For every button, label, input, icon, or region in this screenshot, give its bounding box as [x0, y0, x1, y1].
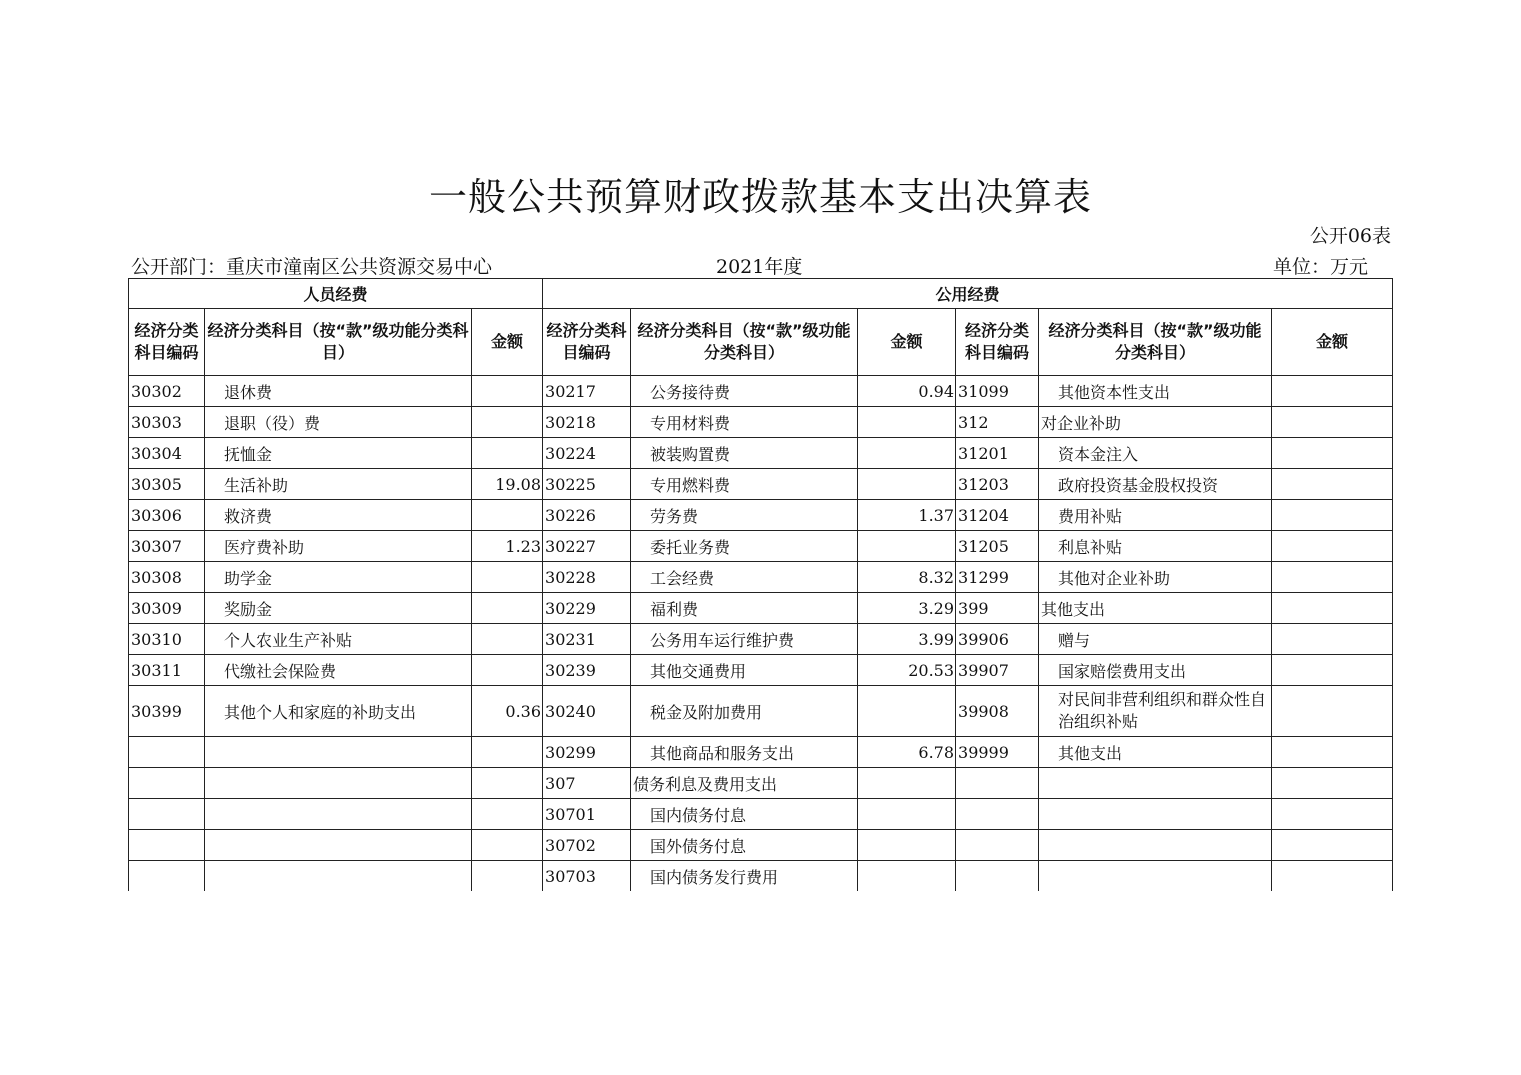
code-cell: 307 — [543, 768, 631, 799]
amount-cell: 3.29 — [858, 593, 956, 624]
code-cell — [956, 830, 1039, 861]
subject-cell: 救济费 — [205, 500, 472, 531]
code-header: 经济分类科目编码 — [956, 309, 1039, 376]
table-row — [129, 737, 1393, 768]
code-cell: 39906 — [956, 624, 1039, 655]
personnel-header: 人员经费 — [129, 279, 543, 309]
amount-cell — [472, 562, 543, 593]
amount-cell: 0.94 — [858, 376, 956, 407]
code-cell: 31201 — [956, 438, 1039, 469]
amount-cell — [1272, 500, 1393, 531]
amount-cell: 1.37 — [858, 500, 956, 531]
subject-cell: 生活补助 — [205, 469, 472, 500]
amount-cell — [1272, 830, 1393, 861]
code-cell: 30302 — [129, 376, 205, 407]
subject-cell: 对民间非营利组织和群众性自治组织补贴 — [1039, 686, 1272, 737]
amount-cell — [1272, 407, 1393, 438]
subject-cell — [205, 799, 472, 830]
code-cell: 30307 — [129, 531, 205, 562]
subject-cell — [1039, 861, 1272, 892]
code-cell: 31203 — [956, 469, 1039, 500]
amount-cell — [472, 830, 543, 861]
amount-cell — [1272, 686, 1393, 737]
amount-cell: 6.78 — [858, 737, 956, 768]
subject-cell: 国内债务付息 — [631, 799, 858, 830]
amount-cell — [858, 799, 956, 830]
amount-cell — [472, 624, 543, 655]
amount-header: 金额 — [1272, 309, 1393, 376]
subject-cell: 抚恤金 — [205, 438, 472, 469]
amount-cell: 0.36 — [472, 686, 543, 737]
subject-cell: 退职（役）费 — [205, 407, 472, 438]
subject-header: 经济分类科目（按“款”级功能分类科目） — [1039, 309, 1272, 376]
code-header: 经济分类科目编码 — [543, 309, 631, 376]
code-cell: 30306 — [129, 500, 205, 531]
code-cell: 399 — [956, 593, 1039, 624]
amount-cell — [858, 531, 956, 562]
subject-cell: 国内债务发行费用 — [631, 861, 858, 892]
subject-cell — [205, 830, 472, 861]
table-row — [129, 531, 1393, 562]
code-cell: 30703 — [543, 861, 631, 892]
subject-header: 经济分类科目（按“款”级功能分类科目） — [631, 309, 858, 376]
amount-cell: 8.32 — [858, 562, 956, 593]
subject-cell: 退休费 — [205, 376, 472, 407]
table-row — [129, 799, 1393, 830]
subject-cell: 其他交通费用 — [631, 655, 858, 686]
code-cell: 30701 — [543, 799, 631, 830]
code-cell: 39908 — [956, 686, 1039, 737]
subject-cell: 税金及附加费用 — [631, 686, 858, 737]
code-cell: 30399 — [129, 686, 205, 737]
amount-cell — [472, 438, 543, 469]
subject-cell: 利息补贴 — [1039, 531, 1272, 562]
amount-cell — [1272, 593, 1393, 624]
page-title: 一般公共预算财政拨款基本支出决算表 — [428, 175, 1092, 219]
subject-cell: 代缴社会保险费 — [205, 655, 472, 686]
table-row — [129, 500, 1393, 531]
fiscal-year: 2021年度 — [716, 256, 803, 278]
code-cell: 30226 — [543, 500, 631, 531]
subject-cell — [1039, 830, 1272, 861]
subject-cell: 国外债务付息 — [631, 830, 858, 861]
amount-cell — [1272, 768, 1393, 799]
code-cell: 30239 — [543, 655, 631, 686]
amount-cell — [1272, 655, 1393, 686]
amount-cell — [472, 376, 543, 407]
table-body — [129, 376, 1393, 892]
subject-cell: 其他资本性支出 — [1039, 376, 1272, 407]
code-cell: 30305 — [129, 469, 205, 500]
code-cell — [956, 861, 1039, 892]
table-row — [129, 861, 1393, 892]
code-cell: 31204 — [956, 500, 1039, 531]
table-row — [129, 407, 1393, 438]
subject-cell — [205, 768, 472, 799]
amount-cell — [472, 500, 543, 531]
amount-cell — [1272, 799, 1393, 830]
table-row — [129, 562, 1393, 593]
department-label: 公开部门：重庆市潼南区公共资源交易中心 — [131, 256, 493, 278]
amount-cell — [1272, 861, 1393, 892]
code-cell: 30303 — [129, 407, 205, 438]
code-cell: 30218 — [543, 407, 631, 438]
table-row — [129, 655, 1393, 686]
subject-cell: 医疗费补助 — [205, 531, 472, 562]
amount-cell — [1272, 376, 1393, 407]
code-cell: 31099 — [956, 376, 1039, 407]
amount-cell — [858, 768, 956, 799]
code-cell — [129, 830, 205, 861]
amount-cell — [1272, 562, 1393, 593]
subject-cell: 工会经费 — [631, 562, 858, 593]
expenditure-table — [128, 278, 1393, 891]
table-row — [129, 624, 1393, 655]
subject-cell — [205, 737, 472, 768]
subject-cell — [205, 861, 472, 892]
amount-cell — [858, 686, 956, 737]
subject-cell: 专用燃料费 — [631, 469, 858, 500]
subject-cell: 劳务费 — [631, 500, 858, 531]
amount-cell — [858, 438, 956, 469]
code-cell: 30311 — [129, 655, 205, 686]
code-cell — [956, 768, 1039, 799]
amount-cell — [858, 469, 956, 500]
amount-cell — [472, 655, 543, 686]
amount-header: 金额 — [472, 309, 543, 376]
code-cell: 30299 — [543, 737, 631, 768]
table-row — [129, 686, 1393, 737]
unit-label: 单位：万元 — [1273, 256, 1369, 278]
subject-cell: 公务用车运行维护费 — [631, 624, 858, 655]
table-row — [129, 438, 1393, 469]
amount-cell — [472, 593, 543, 624]
code-cell — [129, 768, 205, 799]
subject-cell: 专用材料费 — [631, 407, 858, 438]
subject-cell: 国家赔偿费用支出 — [1039, 655, 1272, 686]
code-cell: 30229 — [543, 593, 631, 624]
amount-cell — [472, 407, 543, 438]
code-header: 经济分类科目编码 — [129, 309, 205, 376]
subject-cell: 公务接待费 — [631, 376, 858, 407]
code-cell: 30224 — [543, 438, 631, 469]
table-row — [129, 469, 1393, 500]
subject-cell: 其他支出 — [1039, 737, 1272, 768]
amount-cell — [472, 737, 543, 768]
subject-cell: 委托业务费 — [631, 531, 858, 562]
subject-cell: 个人农业生产补贴 — [205, 624, 472, 655]
code-cell: 30228 — [543, 562, 631, 593]
code-cell: 39907 — [956, 655, 1039, 686]
amount-cell — [1272, 624, 1393, 655]
amount-cell — [1272, 469, 1393, 500]
subject-cell: 费用补贴 — [1039, 500, 1272, 531]
amount-cell — [1272, 438, 1393, 469]
subject-cell: 被装购置费 — [631, 438, 858, 469]
subject-cell: 福利费 — [631, 593, 858, 624]
amount-cell — [858, 830, 956, 861]
amount-cell — [472, 768, 543, 799]
code-cell: 30217 — [543, 376, 631, 407]
amount-cell: 20.53 — [858, 655, 956, 686]
amount-cell: 3.99 — [858, 624, 956, 655]
subject-cell: 政府投资基金股权投资 — [1039, 469, 1272, 500]
code-cell: 312 — [956, 407, 1039, 438]
subject-header: 经济分类科目（按“款”级功能分类科目） — [205, 309, 472, 376]
subject-cell: 债务利息及费用支出 — [631, 768, 858, 799]
code-cell: 30310 — [129, 624, 205, 655]
code-cell: 30227 — [543, 531, 631, 562]
amount-cell — [858, 407, 956, 438]
table-number: 公开06表 — [1309, 225, 1391, 247]
subject-cell — [1039, 768, 1272, 799]
code-cell — [956, 799, 1039, 830]
code-cell: 30240 — [543, 686, 631, 737]
code-cell: 30225 — [543, 469, 631, 500]
code-cell: 39999 — [956, 737, 1039, 768]
code-cell: 30309 — [129, 593, 205, 624]
amount-cell — [1272, 531, 1393, 562]
code-cell: 31205 — [956, 531, 1039, 562]
subject-cell: 其他支出 — [1039, 593, 1272, 624]
subject-cell: 其他对企业补助 — [1039, 562, 1272, 593]
code-cell — [129, 799, 205, 830]
code-cell: 30308 — [129, 562, 205, 593]
code-cell — [129, 861, 205, 892]
table-row — [129, 593, 1393, 624]
public-header: 公用经费 — [543, 279, 1393, 309]
amount-cell — [858, 861, 956, 892]
subject-cell: 助学金 — [205, 562, 472, 593]
code-cell — [129, 737, 205, 768]
table-row — [129, 830, 1393, 861]
amount-cell — [472, 861, 543, 892]
subject-cell: 其他个人和家庭的补助支出 — [205, 686, 472, 737]
amount-cell: 1.23 — [472, 531, 543, 562]
subject-cell: 赠与 — [1039, 624, 1272, 655]
amount-cell — [1272, 737, 1393, 768]
table-row — [129, 768, 1393, 799]
subject-cell: 奖励金 — [205, 593, 472, 624]
amount-cell: 19.08 — [472, 469, 543, 500]
subject-cell: 对企业补助 — [1039, 407, 1272, 438]
code-cell: 31299 — [956, 562, 1039, 593]
subject-cell: 其他商品和服务支出 — [631, 737, 858, 768]
amount-cell — [472, 799, 543, 830]
amount-header: 金额 — [858, 309, 956, 376]
subject-cell: 资本金注入 — [1039, 438, 1272, 469]
code-cell: 30231 — [543, 624, 631, 655]
subject-cell — [1039, 799, 1272, 830]
table-row — [129, 376, 1393, 407]
code-cell: 30304 — [129, 438, 205, 469]
code-cell: 30702 — [543, 830, 631, 861]
